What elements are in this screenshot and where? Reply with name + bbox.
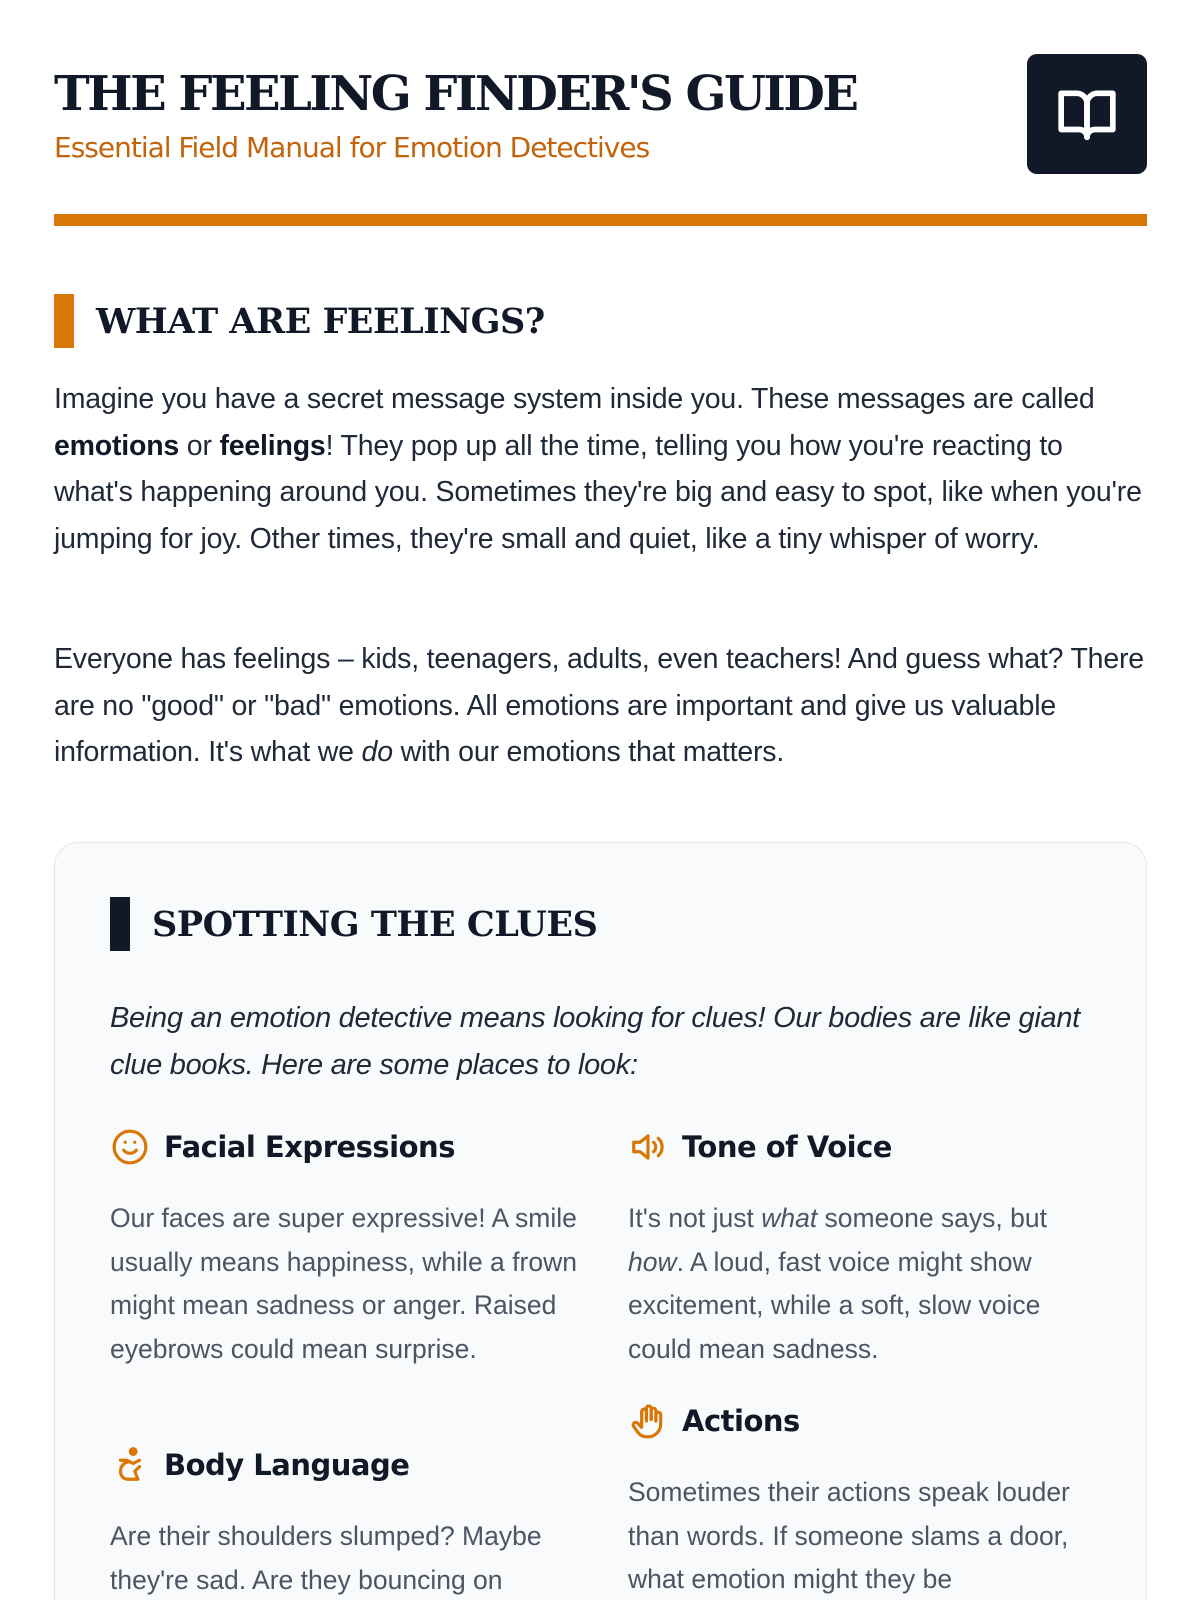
clue-header [628, 1125, 1108, 1169]
clue-title: Facial Expressions [164, 1130, 455, 1164]
section-heading-clues [110, 897, 597, 951]
text: Imagine you have a secret message system inside you. These messages are called [54, 383, 1095, 415]
clue-text: Sometimes their actions speak louder than words. If someone slams a door, what emotion might they be [628, 1477, 1070, 1594]
section-title: WHAT ARE FEELINGS? [96, 300, 545, 342]
text: ! They pop up all the time, telling you how you're reacting to what's happening around you. Sometimes they're big and easy to spot, like when you're jumping for joy. Other times, they're small and quiet, like a tiny whisper of worry. [54, 429, 1142, 555]
smile-icon [110, 1127, 150, 1167]
italic-do: do [361, 736, 393, 768]
clue-facial-expressions [110, 1125, 590, 1371]
header-divider [54, 214, 1147, 226]
book-open-icon [1027, 54, 1147, 174]
clue-body-language [110, 1443, 590, 1600]
person-pose-icon [110, 1445, 150, 1485]
clue-text: Are their shoulders slumped? Maybe they're sad. Are they bouncing on [110, 1521, 542, 1595]
text: or [179, 429, 220, 462]
paragraph-everyone [54, 636, 1147, 776]
clue-header [110, 1443, 590, 1487]
italic-how: how [628, 1246, 677, 1277]
bold-emotions: emotions [54, 429, 180, 462]
text: someone says, but [817, 1203, 1047, 1233]
clue-actions [628, 1399, 1108, 1600]
clue-text [628, 1197, 1098, 1371]
hand-icon [628, 1401, 668, 1441]
section-title: SPOTTING THE CLUES [152, 903, 598, 945]
text: It's not just [628, 1203, 762, 1233]
clue-tone-of-voice [628, 1125, 1108, 1371]
text: Everyone has feelings – kids, teenagers, adults, even teachers! And guess what? There are no "good" or "bad" emotions. All emotions are important and give us valuable information. It's what we [54, 643, 1144, 768]
clue-title: Body Language [164, 1448, 410, 1482]
text: with our emotions that matters. [392, 736, 785, 768]
bold-feelings: feelings [219, 429, 326, 462]
clue-header [628, 1399, 1108, 1443]
section-accent-bar [54, 294, 74, 348]
page-subtitle: Essential Field Manual for Emotion Detectives [54, 131, 650, 164]
clues-intro: Being an emotion detective means looking for clues! Our bodies are like giant clue books. Here are some places to look: [110, 1002, 1080, 1081]
italic-what: what [761, 1203, 818, 1233]
text: . A loud, fast voice might show excitement, while a soft, slow voice could mean sadness. [628, 1246, 1041, 1364]
speaker-icon [628, 1127, 668, 1167]
clue-text: Our faces are super expressive! A smile usually means happiness, while a frown might mean sadness or anger. Raised eyebrows could mean surprise. [110, 1203, 577, 1364]
clue-header [110, 1125, 590, 1169]
clue-title: Actions [682, 1404, 800, 1438]
header [54, 54, 1147, 174]
clues-card [54, 842, 1147, 1600]
section-heading-feelings [54, 294, 545, 348]
paragraph-intro [54, 376, 1147, 562]
clue-title: Tone of Voice [682, 1130, 892, 1164]
page-title: THE FEELING FINDER'S GUIDE [54, 66, 857, 122]
section-accent-bar [110, 897, 130, 951]
page [54, 0, 1147, 1600]
